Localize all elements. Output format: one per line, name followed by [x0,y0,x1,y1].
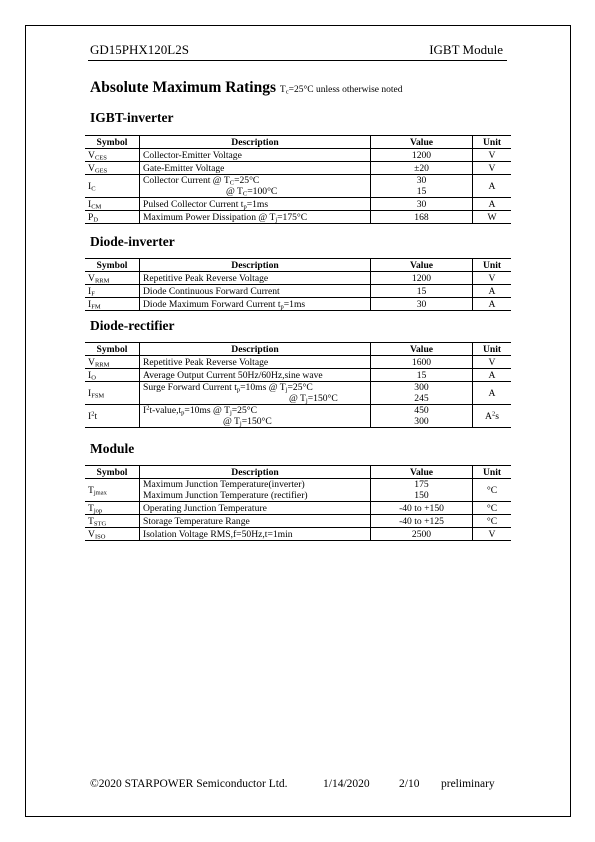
table-header-row [85,343,511,356]
table-row [85,382,511,405]
footer-date: 1/14/2020 [323,778,370,790]
unit-cell: $A^2s$ [473,405,512,428]
description-cell: Repetitive Peak Reverse Voltage [140,272,371,285]
value-cell: -40 to +150 [371,502,473,515]
col-unit: Unit [473,136,512,149]
table-row [85,479,511,502]
footer-copyright: ©2020 STARPOWER Semiconductor Ltd. [90,778,288,790]
table-row [85,272,511,285]
unit-cell: V [473,528,512,541]
symbol-cell: $T_{jop}$ [85,502,140,515]
unit-cell: A [473,382,512,405]
symbol-cell: $V_{GES}$ [85,162,140,175]
table-row [85,356,511,369]
symbol-cell: $P_D$ [85,211,140,224]
col-description: Description [140,343,371,356]
symbol-cell: $T_{jmax}$ [85,479,140,502]
section-diode-rectifier: Diode-rectifier [90,318,175,333]
page-title [90,79,403,97]
value-cell: 450 300 [371,405,473,428]
unit-cell: A [473,369,512,382]
table-row [85,162,511,175]
col-description: Description [140,136,371,149]
table-row [85,502,511,515]
value-cell: 30 [371,198,473,211]
table-row [85,149,511,162]
symbol-cell: $I_C$ [85,175,140,198]
unit-cell: V [473,356,512,369]
unit-cell: A [473,175,512,198]
diode-rectifier-table [85,342,511,428]
diode-inverter-table [85,258,511,311]
description-cell: Repetitive Peak Reverse Voltage [140,356,371,369]
section-diode-inverter: Diode-inverter [90,234,175,249]
value-cell: ±20 [371,162,473,175]
table-row [85,369,511,382]
symbol-cell: $I_{FM}$ [85,298,140,311]
value-cell: 175 150 [371,479,473,502]
description-cell: Surge Forward Current $t_p=10ms$ @ $T_j=25^\circ C$ @ $T_j=150^\circ C$ [140,382,371,405]
symbol-cell: $V_{CES}$ [85,149,140,162]
unit-cell: °C [473,502,512,515]
table-row [85,211,511,224]
unit-cell: V [473,162,512,175]
value-cell: 1600 [371,356,473,369]
description-cell: Collector-Emitter Voltage [140,149,371,162]
col-unit: Unit [473,343,512,356]
value-cell: 1200 [371,272,473,285]
table-row [85,405,511,428]
description-cell: Maximum Junction Temperature(inverter) Maximum Junction Temperature (rectifier) [140,479,371,502]
description-cell: Diode Continuous Forward Current [140,285,371,298]
description-cell: Isolation Voltage RMS,f=50Hz,t=1min [140,528,371,541]
title-main: Absolute Maximum Ratings [90,79,277,96]
description-cell: Pulsed Collector Current $t_p=1ms$ [140,198,371,211]
value-cell: 1200 [371,149,473,162]
section-igbt-inverter: IGBT-inverter [90,110,174,125]
value-cell: 168 [371,211,473,224]
col-value: Value [371,259,473,272]
symbol-cell: $I^2t$ [85,405,140,428]
col-value: Value [371,136,473,149]
unit-cell: V [473,272,512,285]
value-cell: 30 [371,298,473,311]
title-note: $T_c=25^\circ C$ unless otherwise noted [279,85,403,96]
value-cell: 2500 [371,528,473,541]
header-product-type: IGBT Module [429,42,503,57]
unit-cell: V [473,149,512,162]
unit-cell: A [473,298,512,311]
description-cell: $I^2t-value,t_p=10ms$ @ $T_j=25^\circ C$ @ $T_j=150^\circ C$ [140,405,371,428]
table-header-row [85,466,511,479]
col-unit: Unit [473,466,512,479]
footer-page-number: 2/10 [399,778,420,790]
igbt-inverter-table [85,135,511,224]
value-cell: 15 [371,369,473,382]
symbol-cell: $V_{RRM}$ [85,356,140,369]
col-symbol: Symbol [85,466,140,479]
description-cell: Operating Junction Temperature [140,502,371,515]
symbol-cell: $I_{CM}$ [85,198,140,211]
footer-status: preliminary [441,778,495,790]
table-row [85,515,511,528]
col-value: Value [371,466,473,479]
symbol-cell: $V_{ISO}$ [85,528,140,541]
symbol-cell: $T_{STG}$ [85,515,140,528]
col-description: Description [140,259,371,272]
table-row [85,285,511,298]
table-row [85,175,511,198]
value-cell: -40 to +125 [371,515,473,528]
col-value: Value [371,343,473,356]
col-symbol: Symbol [85,136,140,149]
col-description: Description [140,466,371,479]
module-table [85,465,511,541]
value-cell: 300 245 [371,382,473,405]
symbol-cell: $I_F$ [85,285,140,298]
table-row [85,298,511,311]
unit-cell: W [473,211,512,224]
symbol-cell: $V_{RRM}$ [85,272,140,285]
header-rule [88,60,507,61]
description-cell: Maximum Power Dissipation @ $T_j=175^\circ C$ [140,211,371,224]
section-module: Module [90,441,135,456]
unit-cell: °C [473,515,512,528]
unit-cell: A [473,198,512,211]
table-header-row [85,136,511,149]
table-header-row [85,259,511,272]
value-cell: 15 [371,285,473,298]
unit-cell: °C [473,479,512,502]
header-part-number: GD15PHX120L2S [90,42,189,57]
col-symbol: Symbol [85,259,140,272]
value-cell: 30 15 [371,175,473,198]
col-symbol: Symbol [85,343,140,356]
symbol-cell: $I_O$ [85,369,140,382]
table-row [85,198,511,211]
symbol-cell: $I_{FSM}$ [85,382,140,405]
description-cell: Diode Maximum Forward Current $t_p=1ms$ [140,298,371,311]
description-cell: Storage Temperature Range [140,515,371,528]
description-cell: Collector Current @ $T_C=25^\circ C$ @ $T_C=100^\circ C$ [140,175,371,198]
unit-cell: A [473,285,512,298]
description-cell: Gate-Emitter Voltage [140,162,371,175]
col-unit: Unit [473,259,512,272]
table-row [85,528,511,541]
description-cell: Average Output Current 50Hz/60Hz,sine wave [140,369,371,382]
